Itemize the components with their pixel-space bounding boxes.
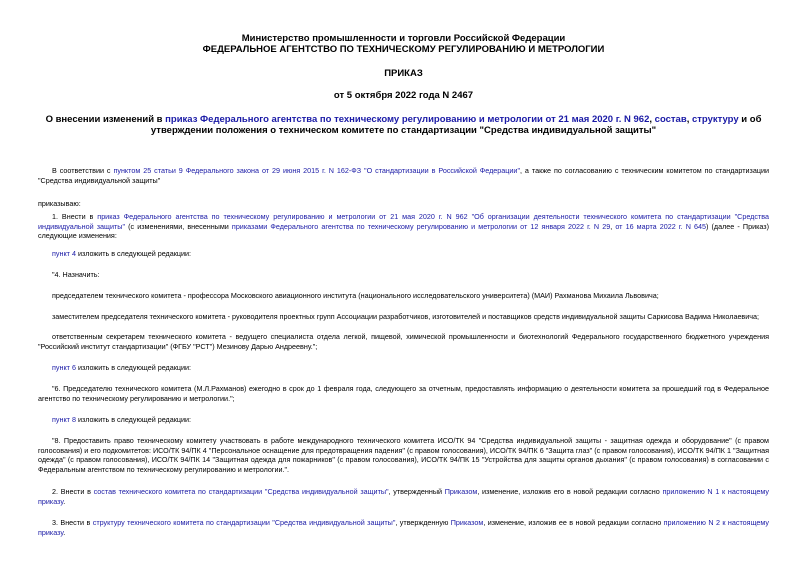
item-8-text: "8. Предоставить право техническому комитету участвовать в работе международного технического комитета ИСО/ТК 94 "Средства индивидуальной защиты - защитная одежда и оборудование" (с правом голосования) и его подкомитетов: ИСО/ТК 94/ПК 4 "Персональное оснащение для предотвращения падения" (с правом голосования), ИСО/ТК 94/ПК 6 "Защита глаз" (с правом голосования), ИСО/ТК 94/ПК 1 "Защитная одежда" (с правом голосования), ИСО/ТК 94/ПК 14 "Защитная одежда для пожарников" (с правом голосования), ИСО/ТК 94/ПК 15 "Устройства для защиты органов дыхания" (с правом голосования) в согласовании с Федеральным агентством по техническому регулированию и метрологии.".	[38, 436, 769, 474]
ministry-name: Министерство промышленности и торговли Российской Федерации	[241, 33, 566, 44]
composition-link[interactable]: состав технического комитета по стандартизации "Средства индивидуальной защиты"	[93, 487, 389, 496]
item-6-text: "6. Председателю технического комитета (М.Л.Рахманов) ежегодно в срок до 1 февраля года, следующего за отчетным, предоставлять информацию о деятельности комитета за прошедший год в Федеральное агентство по техническому регулированию и метрологии.";	[38, 384, 769, 403]
paragraph-secretary	[38, 332, 769, 351]
paragraph-text: , а также по согласованию с техническим комитетом по стандартизации "Средства индивидуальной защиты"	[38, 166, 769, 185]
paragraph-text: 1. Внести в	[52, 212, 98, 221]
point-8-link[interactable]: пункт 8	[52, 415, 76, 424]
paragraph-basis	[38, 166, 769, 185]
paragraph-text: В соответствии с	[52, 166, 114, 175]
paragraph-item-8	[38, 436, 769, 474]
paragraph-point-8	[38, 415, 769, 425]
paragraph-text: , утвержденную	[395, 518, 451, 527]
paragraph-deputy	[38, 312, 769, 322]
document-date: от 5 октября 2022 года N 2467	[333, 90, 474, 101]
law-link[interactable]: пунктом 25 статьи 9 Федерального закона от 29 июня 2015 г. N 162-ФЗ "О стандартизации в Российской Федерации"	[113, 166, 520, 175]
paragraph-text: , изменение, изложив ее в новой редакции согласно	[483, 518, 664, 527]
paragraph-item-3	[38, 518, 769, 537]
order-645-link[interactable]: от 16 марта 2022 г. N 645	[615, 221, 707, 231]
paragraph-appoint	[38, 270, 769, 280]
paragraph-text: (с изменениями, внесенными	[125, 221, 232, 231]
order-962-link[interactable]: приказ Федерального агентства по техническому регулированию и метрологии от 21 мая 2020 г. N 962 "Об организации деятельности технического комитета по стандартизации "Средства индивидуальной защиты"	[38, 212, 769, 231]
document-type: ПРИКАЗ	[384, 68, 423, 79]
order-link[interactable]: Приказом	[450, 518, 484, 527]
appendix-1-link[interactable]: приложению N 1 к настоящему приказу	[38, 487, 769, 506]
paragraph-order-word	[38, 199, 769, 209]
title-link-order[interactable]: приказ Федерального агентства по техническому регулированию и метрологии от 21 мая 2020 г. N 962	[165, 114, 650, 125]
paragraph-text: .	[63, 527, 66, 537]
paragraph-text: 2. Внести в	[52, 487, 94, 496]
title-text: и об утверждении положения о техническом комитете по стандартизации "Средства индивидуальной защиты"	[150, 114, 762, 136]
agency-name: ФЕДЕРАЛЬНОЕ АГЕНТСТВО ПО ТЕХНИЧЕСКОМУ РЕГУЛИРОВАНИЮ И МЕТРОЛОГИИ	[202, 44, 605, 55]
appoint-text: "4. Назначить:	[52, 270, 100, 279]
paragraph-chairman	[38, 291, 769, 301]
order-word: приказываю:	[38, 199, 81, 208]
paragraph-text: , изменение, изложив его в новой редакции согласно	[477, 487, 663, 496]
point-4-link[interactable]: пункт 4	[52, 249, 76, 258]
appendix-2-link[interactable]: приложению N 2 к настоящему приказу	[38, 518, 770, 537]
paragraph-text: изложить в следующей редакции:	[75, 415, 192, 424]
order-29-link[interactable]: приказами Федерального агентства по техническому регулированию и метрологии от 12 января 2022 г. N 29	[231, 221, 611, 231]
paragraph-text: 3. Внести в	[52, 518, 93, 527]
paragraph-text: изложить в следующей редакции:	[75, 363, 192, 372]
structure-link[interactable]: структуру технического комитета по стандартизации "Средства индивидуальной защиты"	[92, 518, 396, 527]
paragraph-item-6	[38, 384, 769, 403]
point-6-link[interactable]: пункт 6	[52, 363, 76, 372]
paragraph-item-2	[38, 487, 769, 506]
paragraph-text: ,	[610, 221, 616, 231]
title-link-structure[interactable]: структуру	[691, 114, 739, 125]
paragraph-point-4	[38, 249, 769, 259]
secretary-text: ответственным секретарем технического комитета - ведущего специалиста отдела легкой, пищевой, химической промышленности и биотехнологий Федерального государственного бюджетного учреждения "Российский институт стандартизации" (ФГБУ "РСТ") Мезинову Дарью Андреевну.";	[38, 332, 769, 351]
document-title	[38, 114, 769, 136]
paragraph-text: .	[63, 496, 66, 506]
deputy-text: заместителем председателя технического комитета - руководителя проектных групп Ассоциации разработчиков, изготовителей и поставщиков средств индивидуальной защиты Саркисова Вадима Николаевича;	[52, 312, 760, 321]
title-text: ,	[649, 114, 655, 125]
paragraph-text: ) (далее - Приказ) следующие изменения:	[38, 221, 769, 241]
order-link[interactable]: Приказом	[444, 487, 478, 496]
paragraph-text: изложить в следующей редакции:	[75, 249, 192, 258]
paragraph-item-1	[38, 212, 769, 241]
title-link-composition[interactable]: состав	[654, 114, 687, 125]
title-text: О внесении изменений в	[45, 114, 166, 125]
title-text: ,	[686, 114, 692, 125]
paragraph-point-6	[38, 363, 769, 373]
chairman-text: председателем технического комитета - профессора Московского авиационного института (национального исследовательского университета) (МАИ) Рахманова Михаила Львовича;	[52, 291, 659, 300]
paragraph-text: , утвержденный	[388, 487, 445, 496]
